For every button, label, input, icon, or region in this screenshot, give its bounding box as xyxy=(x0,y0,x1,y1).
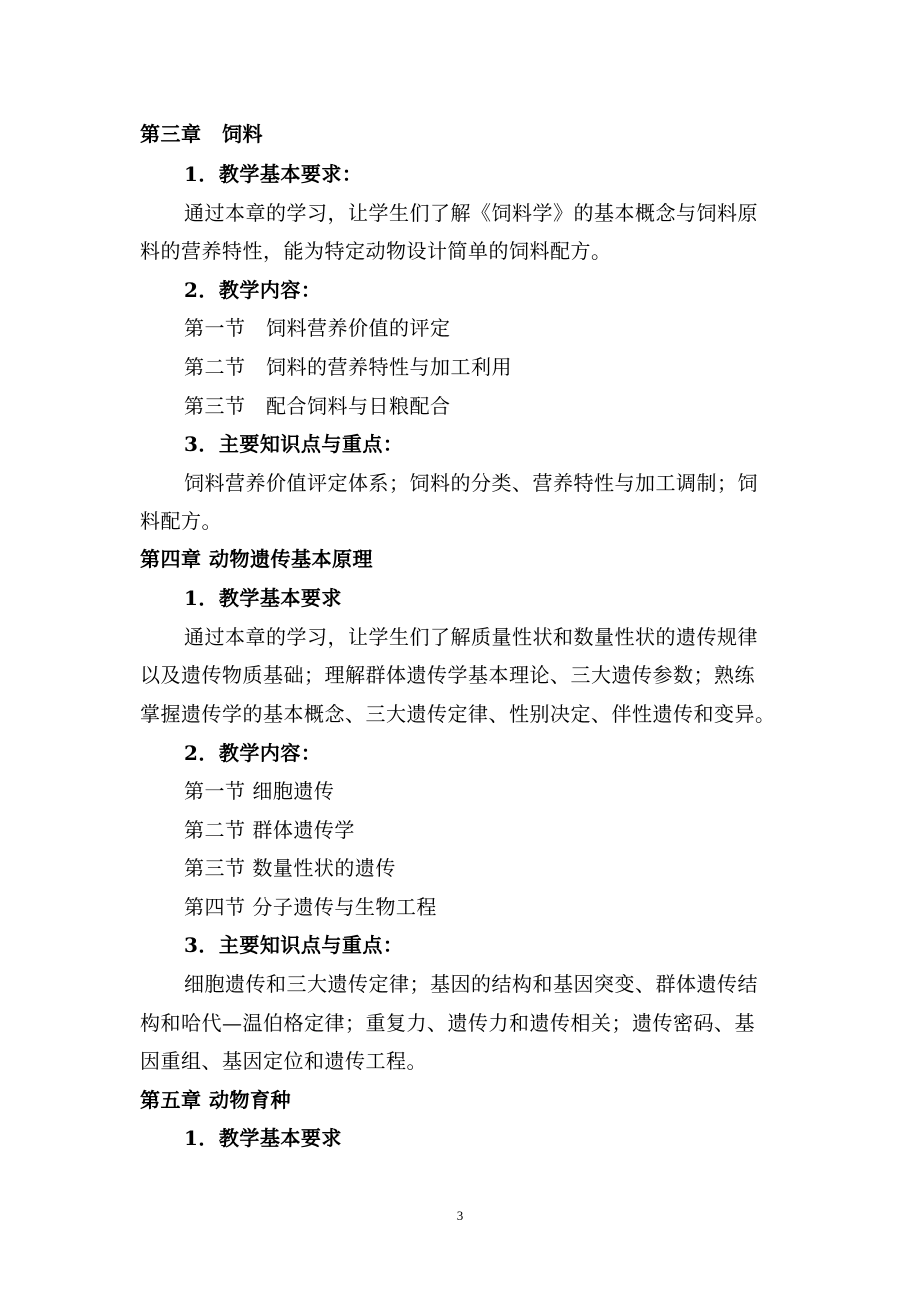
chapter-3-requirements-text-line: 通过本章的学习，让学生们了解《饲料学》的基本概念与饲料原 xyxy=(184,201,758,225)
chapter-4-content-heading: 2．教学内容： xyxy=(184,741,322,765)
chapter-4-requirements-text-line: 以及遗传物质基础；理解群体遗传学基本理论、三大遗传参数；熟练 xyxy=(140,663,755,687)
chapter-3-requirements-heading: 1．教学基本要求： xyxy=(184,162,363,186)
chapter-3-key-points-text-line: 料配方。 xyxy=(140,509,222,533)
chapter-4-key-points-text-line: 构和哈代—温伯格定律；重复力、遗传力和遗传相关；遗传密码、基 xyxy=(140,1011,755,1035)
chapter-4-key-points-text-line: 因重组、基因定位和遗传工程。 xyxy=(140,1049,427,1073)
chapter-3-section-item: 第一节 饲料营养价值的评定 xyxy=(184,316,451,340)
chapter-4-key-points-text-line: 细胞遗传和三大遗传定律；基因的结构和基因突变、群体遗传结 xyxy=(184,972,758,996)
page-number: 3 xyxy=(456,1208,464,1223)
chapter-4-section-item: 第三节 数量性状的遗传 xyxy=(184,856,396,880)
chapter-5-title: 第五章 动物育种 xyxy=(140,1088,291,1112)
chapter-4-requirements-text-line: 掌握遗传学的基本概念、三大遗传定律、性别决定、伴性遗传和变异。 xyxy=(140,702,776,726)
chapter-3-section-item: 第二节 饲料的营养特性与加工利用 xyxy=(184,355,512,379)
chapter-3-title: 第三章 饲料 xyxy=(140,122,263,146)
chapter-3-key-points-text-line: 饲料营养价值评定体系；饲料的分类、营养特性与加工调制；饲 xyxy=(184,471,758,495)
chapter-4-key-points-heading: 3．主要知识点与重点： xyxy=(184,933,404,957)
chapter-3-content-heading: 2．教学内容： xyxy=(184,278,322,302)
chapter-3-key-points-heading: 3．主要知识点与重点： xyxy=(184,432,404,456)
chapter-3-requirements-text-line: 料的营养特性，能为特定动物设计简单的饲料配方。 xyxy=(140,239,612,263)
chapter-4-title: 第四章 动物遗传基本原理 xyxy=(140,547,373,571)
chapter-4-section-item: 第四节 分子遗传与生物工程 xyxy=(184,895,437,919)
chapter-4-section-item: 第一节 细胞遗传 xyxy=(184,779,335,803)
chapter-5-requirements-heading: 1．教学基本要求 xyxy=(184,1126,342,1150)
chapter-4-requirements-heading: 1．教学基本要求 xyxy=(184,586,342,610)
chapter-4-requirements-text-line: 通过本章的学习，让学生们了解质量性状和数量性状的遗传规律 xyxy=(184,625,758,649)
chapter-3-section-item: 第三节 配合饲料与日粮配合 xyxy=(184,394,451,418)
chapter-4-section-item: 第二节 群体遗传学 xyxy=(184,818,355,842)
